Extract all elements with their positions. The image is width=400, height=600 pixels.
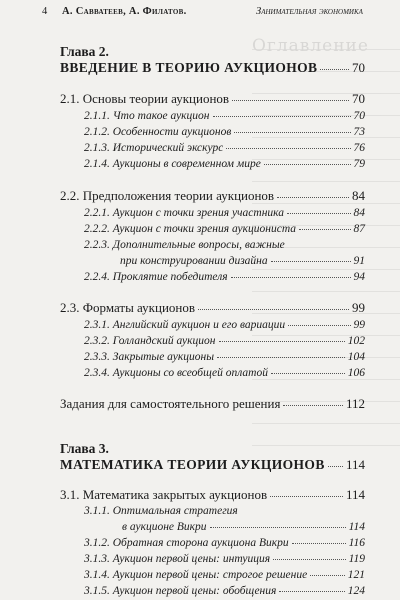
page-number: 4 [42, 6, 48, 17]
entry-label: 3.1.2. Обратная сторона аукциона Викри [84, 537, 289, 549]
toc-entry-3-1-5[interactable] [84, 585, 365, 599]
toc-entry-2-2-4[interactable] [84, 271, 365, 285]
entry-page: 104 [347, 351, 365, 363]
chapter-2-entry[interactable] [60, 60, 365, 76]
entry-page: 114 [345, 487, 365, 502]
toc-entry-2-1-1[interactable] [84, 110, 365, 124]
chapter-2-label: Глава 2. [60, 44, 109, 59]
toc-entry-3-1[interactable] [60, 487, 365, 503]
leader-dots [231, 276, 351, 278]
toc-entry-3-1-2[interactable] [84, 537, 365, 551]
entry-label: 2.3.4. Аукционы со всеобщей оплатой [84, 367, 268, 379]
leader-dots [273, 558, 346, 560]
chapter-2-title: ВВЕДЕНИЕ В ТЕОРИЮ АУКЦИОНОВ [60, 60, 318, 75]
entry-label: 2.1.3. Исторический экскурс [84, 142, 224, 154]
leader-dots [271, 260, 351, 262]
header-authors: А. Савватеев, А. Филатов. [62, 6, 187, 17]
entry-label: 2.2.2. Аукцион с точки зрения аукциониста [84, 223, 297, 235]
toc-entry-2-3-4[interactable] [84, 367, 365, 381]
entry-page: 70 [353, 110, 365, 122]
entry-page: 70 [352, 91, 365, 106]
entry-label: 2.3.2. Голландский аукцион [84, 335, 216, 347]
entry-page: 116 [348, 537, 365, 549]
entry-page: 99 [352, 300, 365, 315]
leader-dots [234, 131, 350, 133]
entry-label: 3.1. Математика закрытых аукционов [60, 487, 268, 502]
entry-label: 2.2. Предположения теории аукционов [60, 188, 275, 203]
toc-entry-3-1-3[interactable] [84, 553, 365, 567]
leader-dots [292, 542, 346, 544]
entry-page: 102 [347, 335, 365, 347]
toc-entry-2-2-1[interactable] [84, 207, 365, 221]
entry-page: 87 [353, 223, 365, 235]
chapter-2-page: 70 [352, 60, 365, 75]
leader-dots [198, 308, 349, 310]
entry-page: 94 [353, 271, 365, 283]
leader-dots [210, 526, 346, 528]
toc-entry-2-1-2[interactable] [84, 126, 365, 140]
entry-label: 2.1. Основы теории аукционов [60, 91, 230, 106]
entry-label: 2.1.1. Что такое аукцион [84, 110, 210, 122]
entry-page: 73 [353, 126, 365, 138]
toc-entry-2-2-2[interactable] [84, 223, 365, 237]
entry-page: 91 [353, 255, 365, 267]
toc-entry-3-1-1[interactable] [122, 521, 365, 535]
leader-dots [299, 228, 350, 230]
toc-entry-2-2-3-line1[interactable]: 2.2.3. Дополнительные вопросы, важные [84, 239, 285, 251]
leader-dots [219, 340, 345, 342]
toc-entry-2-1-3[interactable] [84, 142, 365, 156]
header-book-title: Занимательная экономика [256, 6, 363, 17]
toc-entry-2-3-2[interactable] [84, 335, 365, 349]
leader-dots [279, 590, 344, 592]
entry-page: 84 [353, 207, 365, 219]
toc-entry-2-3-3[interactable] [84, 351, 365, 365]
entry-page: 121 [347, 569, 365, 581]
leader-dots [283, 404, 343, 406]
entry-label: в аукционе Викри [122, 521, 207, 533]
entry-page: 99 [353, 319, 365, 331]
entry-page: 79 [353, 158, 365, 170]
toc-entry-2-1[interactable] [60, 91, 365, 107]
entry-page: 114 [348, 521, 365, 533]
chapter-3-entry[interactable] [60, 457, 365, 473]
entry-page: 119 [348, 553, 365, 565]
entry-label: 2.1.4. Аукционы в современном мире [84, 158, 261, 170]
toc-entry-2-3-1[interactable] [84, 319, 365, 333]
leader-dots [310, 574, 345, 576]
leader-dots [270, 495, 343, 497]
toc-entry-3-1-1-line1[interactable]: 3.1.1. Оптимальная стратегия [84, 505, 238, 517]
chapter-3-page: 114 [345, 457, 365, 472]
toc-entry-3-1-4[interactable] [84, 569, 365, 583]
leader-dots [328, 465, 343, 467]
entry-label: 2.2.4. Проклятие победителя [84, 271, 228, 283]
entry-label: 2.3.1. Английский аукцион и его вариации [84, 319, 286, 331]
leader-dots [226, 147, 350, 149]
entry-page: 84 [352, 188, 365, 203]
chapter-3-title: МАТЕМАТИКА ТЕОРИИ АУКЦИОНОВ [60, 457, 325, 472]
entry-label: 3.1.4. Аукцион первой цены: строгое решение [84, 569, 308, 581]
toc-entry-2-2[interactable] [60, 188, 365, 204]
leader-dots [288, 324, 350, 326]
leader-dots [213, 115, 351, 117]
leader-dots [287, 212, 351, 214]
entry-label: 2.3. Форматы аукционов [60, 300, 195, 315]
entry-label: 3.1.5. Аукцион первой цены: обобщения [84, 585, 277, 597]
leader-dots [320, 68, 349, 70]
toc-entry-2-3[interactable] [60, 300, 365, 316]
entry-page: 112 [345, 396, 365, 411]
entry-label: 2.2.1. Аукцион с точки зрения участника [84, 207, 284, 219]
leader-dots [232, 99, 349, 101]
chapter-3-label: Глава 3. [60, 441, 109, 456]
bleed-through-heading: Оглавление [252, 36, 369, 56]
leader-dots [271, 372, 345, 374]
leader-dots [217, 356, 345, 358]
entry-label: 2.1.2. Особенности аукционов [84, 126, 232, 138]
entry-page: 106 [347, 367, 365, 379]
entry-label: 3.1.3. Аукцион первой цены: интуиция [84, 553, 271, 565]
entry-label: при конструировании дизайна [120, 255, 268, 267]
leader-dots [264, 163, 351, 165]
entry-label: Задания для самостоятельного решения [60, 396, 281, 411]
leader-dots [277, 196, 349, 198]
toc-entry-tasks[interactable] [60, 396, 365, 412]
toc-entry-2-1-4[interactable] [84, 158, 365, 172]
entry-label: 2.3.3. Закрытые аукционы [84, 351, 215, 363]
entry-page: 124 [347, 585, 365, 597]
toc-entry-2-2-3[interactable] [120, 255, 365, 269]
entry-page: 76 [353, 142, 365, 154]
